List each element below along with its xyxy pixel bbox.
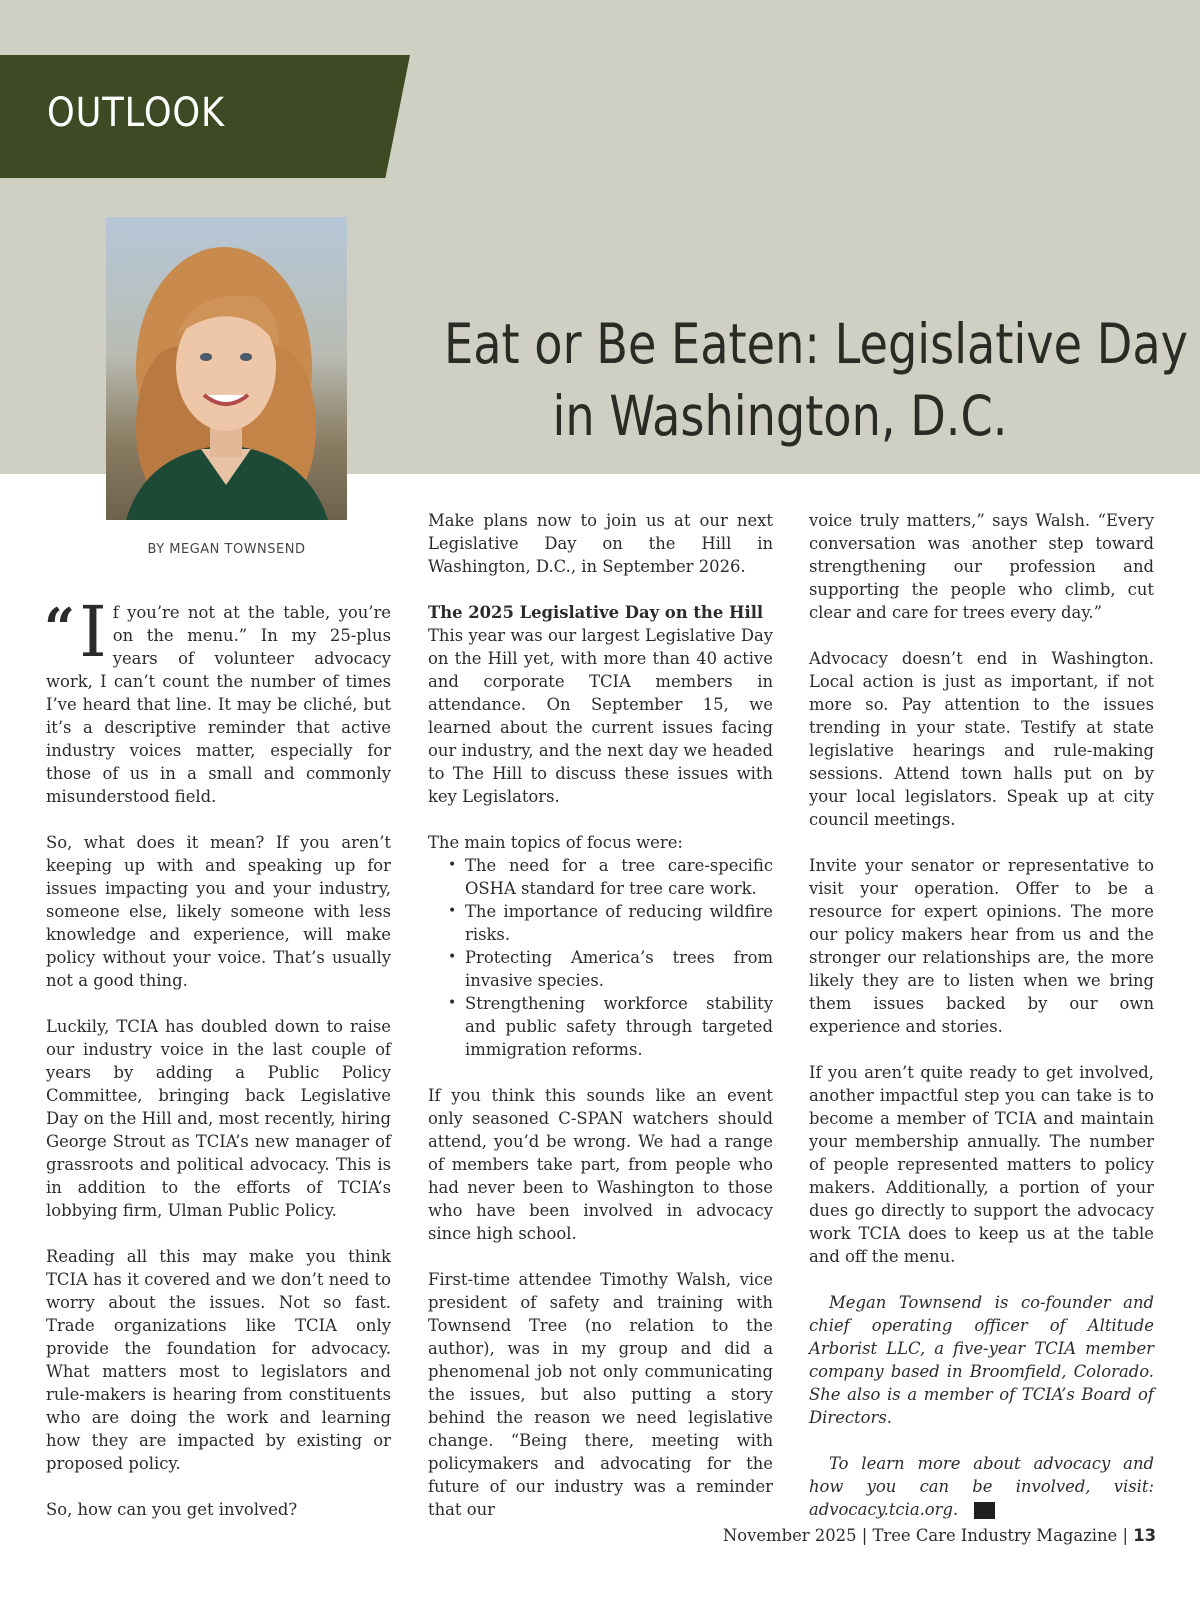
drop-cap: I: [79, 591, 107, 673]
paragraph: First-time attendee Timothy Walsh, vice president of safety and training with Townsend Tree (no relation to the author), was in my group and did a phenomenal job not only communicating the issues, but also putting a story behind the reason we need legislative change. “Being there, meeting with policymakers and advocating for the future of our industry was a reminder that our: [428, 1270, 773, 1519]
article-headline: [380, 308, 1188, 452]
article-column-3: [809, 509, 1154, 1544]
end-mark-icon: [974, 1502, 995, 1519]
author-bio: Megan Townsend is co-founder and chief operating officer of Altitude Arborist LLC, a five-year TCIA member company based in Broomfield, Colorado. She also is a member of TCIA’s Board of Directors.: [809, 1293, 1154, 1427]
section-label: OUTLOOK: [47, 90, 225, 136]
author-portrait-icon: [106, 217, 347, 520]
article-column-2: [428, 509, 773, 1544]
paragraph: Reading all this may make you think TCIA has it covered and we don’t need to worry about the issues. Not so fast. Trade organizations like TCIA only provide the foundation for advocacy. What matters most to legislators and rule-makers is hearing from constituents who are doing the work and learning how they are impacted by existing or proposed policy.: [46, 1247, 391, 1473]
article-column-1: [46, 509, 391, 1544]
paragraph: Luckily, TCIA has doubled down to raise our industry voice in the last couple of years by adding a Public Policy Committee, bringing back Legislative Day on the Hill and, most recently, hiring George Strout as TCIA’s new manager of grassroots and political advocacy. This is in addition to the efforts of TCIA’s lobbying firm, Ulman Public Policy.: [46, 1017, 391, 1220]
quote-mark: “: [44, 596, 76, 660]
paragraph: If you think this sounds like an event only seasoned C-SPAN watchers should attend, you’d be wrong. We had a range of members take part, from people who had never been to Washington to those who have been involved in advocacy since high school.: [428, 1086, 773, 1243]
topics-list: [428, 854, 773, 1061]
subhead: The 2025 Legislative Day on the Hill: [428, 603, 764, 622]
footer-text: November 2025 | Tree Care Industry Magazine |: [722, 1526, 1128, 1545]
paragraph: So, what does it mean? If you aren’t keeping up with and speaking up for issues impacting you and your industry, someone else, likely someone with less knowledge and experience, will make policy without your voice. That’s usually not a good thing.: [46, 833, 391, 990]
learn-more: [809, 1452, 1154, 1521]
subhead-paragraph: [428, 601, 773, 808]
page-number: 13: [1133, 1526, 1156, 1545]
paragraph: Advocacy doesn’t end in Washington. Local action is just as important, if not more so. Pay attention to the issues trending in your state. Testify at state legislative hearings and rule-making sessions. Attend town halls put on by your local legislators. Speak up at city council meetings.: [809, 649, 1154, 829]
page-footer: [723, 1526, 1156, 1545]
list-item: • Protecting America’s trees from invasive species.: [428, 946, 773, 992]
intro-text: f you’re not at the table, you’re on the menu.” In my 25-plus years of volunteer advocacy work, I can’t count the number of times I’ve heard that line. It may be cliché, but it’s a descriptive reminder that active industry voices matter, especially for those of us in a small and commonly misunderstood field.: [46, 603, 391, 806]
paragraph: So, how can you get involved?: [46, 1500, 298, 1519]
paragraph: voice truly matters,” says Walsh. “Every conversation was another step toward strengthening our profession and supporting the people who climb, cut clear and care for trees every day.”: [809, 511, 1154, 622]
paragraph: Invite your senator or representative to visit your operation. Offer to be a resource for expert opinions. The more our policy makers hear from us and the stronger our relationships are, the more likely they are to listen when we bring them issues backed by our own experience and stories.: [809, 856, 1154, 1036]
byline: BY MEGAN TOWNSEND: [147, 542, 306, 557]
paragraph: Make plans now to join us at our next Legislative Day on the Hill in Washington, D.C., in September 2026.: [428, 511, 773, 576]
author-photo: [106, 217, 347, 520]
headline-line-1: Eat or Be Eaten: Legislative Day: [444, 312, 1188, 376]
topics-intro: The main topics of focus were:: [428, 833, 683, 852]
paragraph-text: This year was our largest Legislative Day on the Hill yet, with more than 40 active and corporate TCIA members in attendance. On September 15, we learned about the current issues facing our industry, and the next day we headed to The Hill to discuss these issues with key Legislators.: [428, 626, 773, 806]
headline-line-2: in Washington, D.C.: [552, 384, 1008, 448]
learn-more-text: To learn more about advocacy and how you can be involved, visit: advocacy.tcia.org.: [809, 1454, 1154, 1519]
paragraph: If you aren’t quite ready to get involved, another impactful step you can take is to become a member of TCIA and maintain your membership annually. The number of people represented matters to policy makers. Additionally, a portion of your dues go directly to support the advocacy work TCIA does to keep us at the table and off the menu.: [809, 1063, 1154, 1266]
list-item: • The need for a tree care-specific OSHA standard for tree care work.: [428, 854, 773, 900]
list-item: • The importance of reducing wildfire risks.: [428, 900, 773, 946]
intro-paragraph: [44, 591, 391, 808]
list-item: • Strengthening workforce stability and public safety through targeted immigration reforms.: [428, 992, 773, 1061]
